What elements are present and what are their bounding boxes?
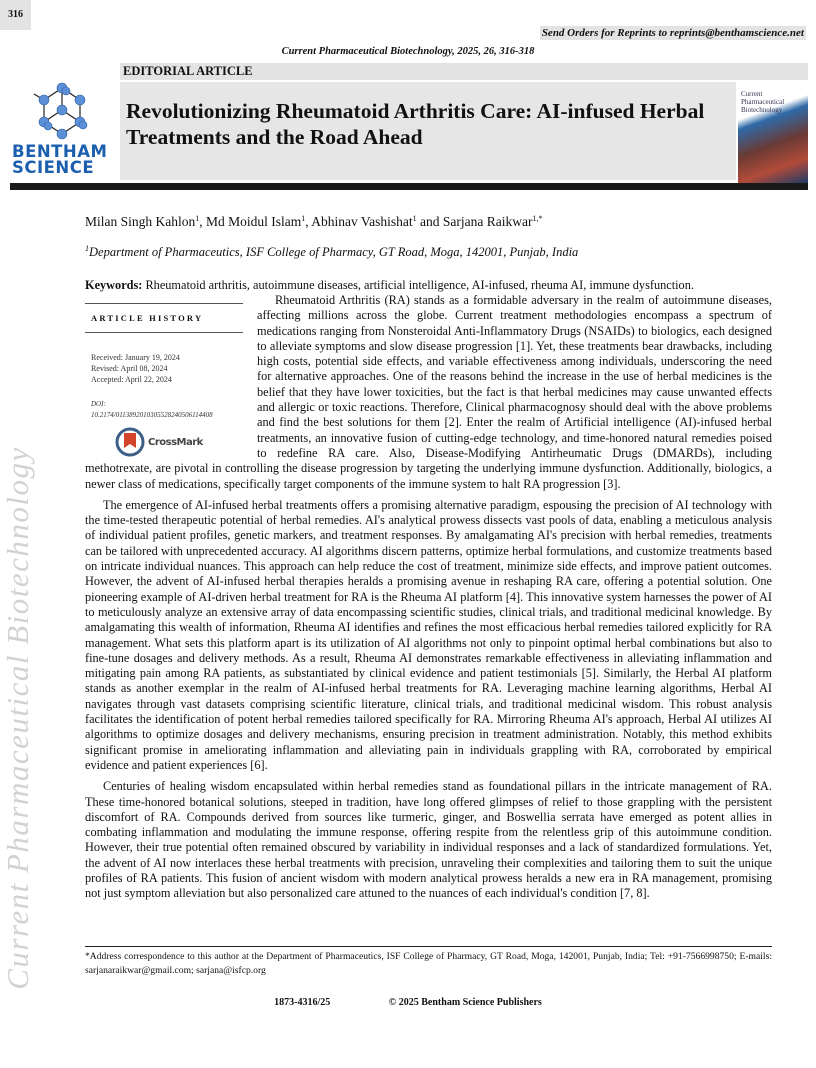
journal-watermark: Current Pharmaceutical Biotechnology xyxy=(0,446,35,990)
author: Abhinav Vashishat$^1$ and xyxy=(311,214,443,229)
molecule-icon xyxy=(10,82,118,144)
doi: DOI: 10.2174/0113892010305528240506114408 xyxy=(85,385,243,421)
article-title: Revolutionizing Rheumatoid Arthritis Care: AI-infused Herbal Treatments and the Road Ahead xyxy=(126,99,705,149)
doi-link[interactable]: 10.2174/0113892010305528240506114408 xyxy=(91,411,213,419)
page-footer xyxy=(0,997,816,1008)
paragraph: The emergence of AI-infused herbal treatments offers a promising alternative paradigm, espousing the precision of AI technology with the time-tested therapeutic potential of herbal remedies. AI's analytical prowess dissects vast pools of data, enabling a meticulous analysis of individual patient profiles, genetic markers, and treatment responses. By amalgamating AI's precision with herbal remedies, treatments can be tailored with unprecedented accuracy. AI algorithms discern patterns, optimize herbal formulations, and customize treatments based on intricate individual nuances. This approach can help reduce the cost of treatment, minimize side effects, and improve patient outcomes. However, the advent of AI-infused herbal therapies heralds a promising avenue in reshaping RA care, offering a potential solution. One pioneering example of AI-driven herbal treatment for RA is the Rheuma AI platform [4]. This innovative system harnesses the power of AI to meticulously analyze an extensive array of data encompassing scientific studies, clinical trials, and traditional medicinal knowledge. By amalgamating this wealth of information, Rheuma AI identifies and refines the most efficacious herbal remedies tailored explicitly for RA management. What sets this platform apart is its utilization of AI algorithms not only to pinpoint optimal herbal combinations but also to fine-tune dosages and delivery methods. As a result, Rheuma AI demonstrates remarkable effectiveness in alleviating inflammation and mitigating pain among RA patients, as substantiated by clinical evidence and patient testimonials [5]. Similarly, the Herbal AI platform stands as another exemplar in the realm of AI-infused herbal treatments for RA. Leveraging machine learning algorithms, Herbal AI navigates through vast datasets comprising scientific literature, clinical trials, and traditional medicinal wisdom. This robust analysis facilitates the identification of potent herbal remedies tailored specifically for RA. Mirroring Rheuma AI's approach, Herbal AI utilizes AI algorithms to optimize dosages and delivery mechanisms, ensuring precision in treatment administration. Notably, this method exhibits significant promise in ameliorating inflammation and alleviating pain in individuals grappling with RA, corroborated by empirical evidence and patient experiences [6]. xyxy=(85,497,772,772)
bentham-science-logo xyxy=(10,82,118,180)
affiliation: $^1$Department of Pharmaceutics, ISF College of Pharmacy, GT Road, Moga, 142001, Punjab, India xyxy=(85,244,579,259)
article-body xyxy=(85,293,772,908)
revised-date: Revised: April 08, 2024 xyxy=(91,364,168,373)
reprint-notice: Send Orders for Reprints to reprints@benthamscience.net xyxy=(541,27,804,39)
article-history-box xyxy=(85,303,243,457)
header-divider xyxy=(10,183,808,190)
author: Sarjana Raikwar$^{1,*}$ xyxy=(442,214,543,229)
history-dates xyxy=(85,333,243,385)
accepted-date: Accepted: April 22, 2024 xyxy=(91,375,172,384)
crossmark-badge[interactable]: CrossMark xyxy=(85,421,243,457)
cover-title: Current Pharmaceutical Biotechnology xyxy=(741,90,785,114)
paragraph: Centuries of healing wisdom encapsulated within herbal remedies stand as foundational pillars in the intricate management of RA. These time-honored botanical solutions, steeped in tradition, have long offered glimpses of relief to those grappling with the persistent discomfort of RA. Compounds derived from sources like turmeric, ginger, and Boswellia serrata have emerged as potent allies in combating inflammation and modulating the immune response, offering respite from the relentless grip of this autoimmune condition. However, their true potential often remained obscured by variability in individual responses and a lack of standardized formulations. Yet, the advent of AI now interlaces these herbal treatments with precision, unraveling their complexities and tailoring them to suit the unique profiles of RA patients. This fusion of ancient wisdom with modern analytical prowess heralds a new era in RA management, promising not just symptom alleviation but also personalized care attuned to the nuances of each individual's condition [7, 8]. xyxy=(85,779,772,901)
paragraph: Rheumatoid Arthritis (RA) stands as a formidable adversary in the realm of autoimmune diseases, affecting millions across the globe. Current treatment methodologies encompass a spectrum of medications ranging from Nonsteroidal Anti-Inflammatory Drugs (NSAIDs) to biologics, each designed to alleviate symptoms and slow disease progression [1]. Yet, these treatments bear drawbacks, including high costs, potential side effects, and variable effectiveness among individuals, underscoring the need for alternative approaches. One of the reasons behind the increase in the use of herbal medicines is the belief that they have lower toxicities, but the fact is that herbal medicines may cause unwanted effects and allergic or toxic reactions. Therefore, Clinical pharmacognosy should deal with the above problems and find the best solutions for them [2]. Enter the realm of Artificial intelligence (AI)-infused herbal treatments, an innovative fusion of cutting-edge technology, and time-honored natural remedies poised to redefine RA care. Also, Disease-Modifying Antirheumatic Drugs (DMARDs), including methotrexate, are pivotal in controlling the disease progression by targeting the underlying immune dysfunction. Additionally, biologics, a newer class of medications, specifically target components of the immune system to halt RA progression [3]. xyxy=(85,293,772,491)
author: Md Moidul Islam$^1$, xyxy=(206,214,312,229)
issn: 1873-4316/25 xyxy=(274,997,331,1008)
article-type: EDITORIAL ARTICLE xyxy=(120,63,808,80)
copyright: © 2025 Bentham Science Publishers xyxy=(388,997,542,1008)
article-history-heading: ARTICLE HISTORY xyxy=(91,313,204,323)
logo-wordmark: BENTHAM SCIENCE xyxy=(12,142,108,177)
author: Milan Singh Kahlon$^1$, xyxy=(85,214,206,229)
page-number: 316 xyxy=(0,0,31,30)
keywords: Keywords: Rheumatoid arthritis, autoimmune diseases, artificial intelligence, AI-infused, rheuma AI, immune dysfunction. xyxy=(85,278,694,292)
title-box xyxy=(120,82,736,180)
footnote-divider xyxy=(85,946,772,947)
journal-citation: Current Pharmaceutical Biotechnology, 2025, 26, 316-318 xyxy=(281,46,535,57)
received-date: Received: January 19, 2024 xyxy=(91,353,180,362)
correspondence-footnote: *Address correspondence to this author at the Department of Pharmaceutics, ISF College of Pharmacy, GT Road, Moga, 142001, Punjab, India; Tel: +91-7566998750; E-mails: sarjanaraikwar@gmail.com; sarjana@isfcp.org xyxy=(85,951,772,976)
crossmark-icon xyxy=(115,427,145,457)
journal-cover-image xyxy=(738,82,808,183)
author-list xyxy=(85,214,543,230)
